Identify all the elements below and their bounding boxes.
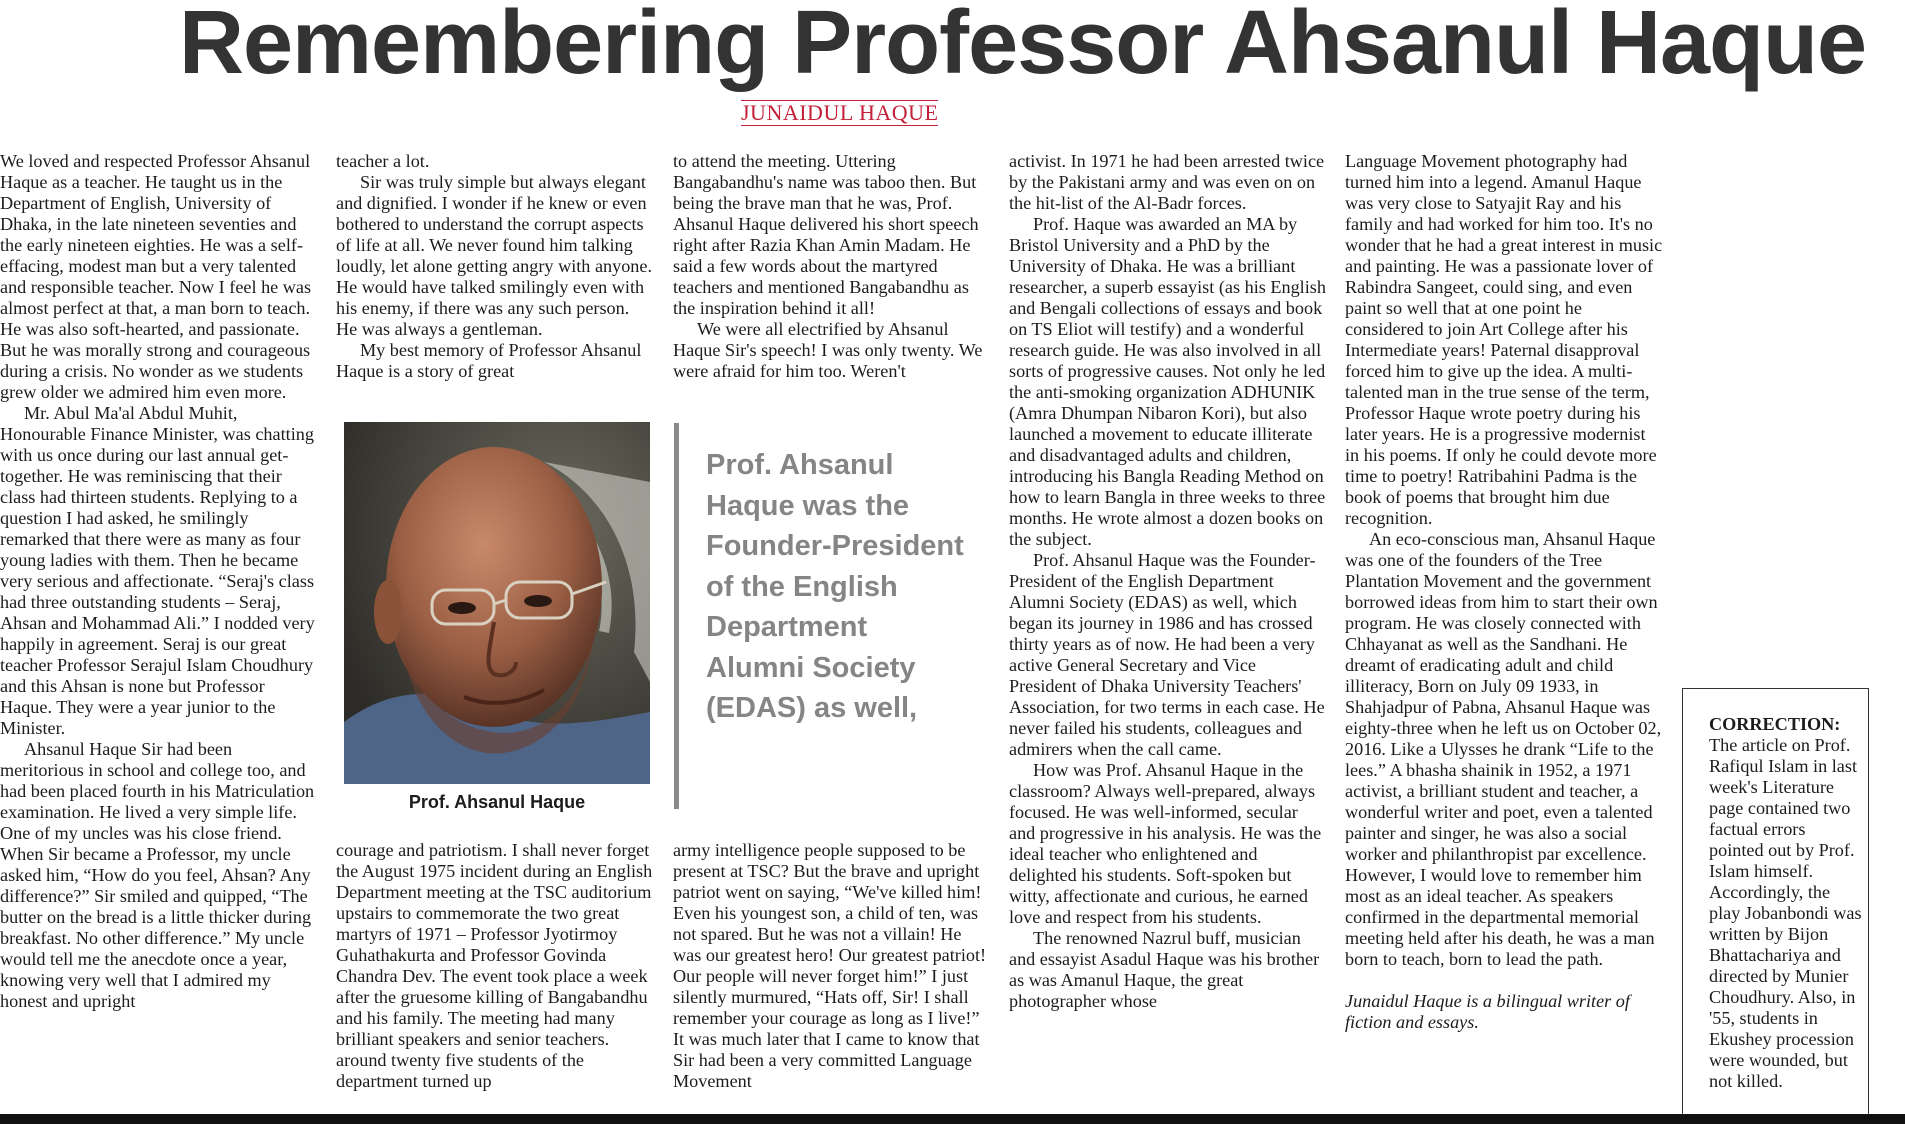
page-bottom-rule: [0, 1114, 1905, 1124]
portrait-image: [344, 422, 650, 784]
paragraph: How was Prof. Ahsanul Haque in the classroom? Always well-prepared, always focused. He was well-informed, secular and progressive in his analysis. He was the ideal teacher who enlightened and delighted his students. Soft-spoken but witty, affectionate and curious, he earned love and respect from his students.: [1009, 760, 1322, 927]
paragraph: Sir was truly simple but always elegant and dignified. I wonder if he knew or even bothered to understand the corrupt aspects of life at all. We never found him talking loudly, let alone getting angry with anyone. He would have talked smilingly even with his enemy, if there was any such person. He was always a gentleman.: [336, 172, 653, 339]
column-3-bottom: [673, 840, 991, 1092]
correction-title: CORRECTION:: [1709, 714, 1841, 734]
correction-box: [1682, 688, 1869, 1118]
paragraph: to attend the meeting. Uttering Bangabandhu's name was taboo then. But being the brave man that he was, Prof. Ahsanul Haque delivered his short speech right after Razia Khan Amin Madam. He said a few words about the martyred teachers and mentioned Bangabandhu as the inspiration behind it all!: [673, 151, 979, 318]
column-5: [1345, 151, 1663, 1033]
paragraph: We were all electrified by Ahsanul Haque Sir's speech! I was only twenty. We were afraid for him too. Weren't: [673, 319, 983, 381]
paragraph: My best memory of Professor Ahsanul Haque is a story of great: [336, 340, 642, 381]
column-3-top: [673, 151, 991, 382]
column-1: [0, 151, 318, 1012]
column-2-bottom: [336, 840, 654, 1092]
paragraph: army intelligence people supposed to be present at TSC? But the brave and upright patriot went on saying, “We've killed him! Even his youngest son, a child of ten, was not spared. But he was not a villain! He was our greatest hero! Our greatest patriot! Our people will never forget him!” I just silently murmured, “Hats off, Sir! I shall remember your courage as long as I live!” It was much later that I came to know that Sir had been a very committed Language Movement: [673, 840, 987, 1091]
spacer: [1345, 970, 1663, 991]
author-photo: [344, 422, 650, 784]
byline: JUNAIDUL HAQUE: [741, 100, 939, 125]
paragraph: activist. In 1971 he had been arrested twice by the Pakistani army and was even on on the hit-list of the Al-Badr forces.: [1009, 151, 1325, 213]
paragraph: The renowned Nazrul buff, musician and essayist Asadul Haque was his brother as was Amanul Haque, the great photographer whose: [1009, 928, 1320, 1011]
column-2-top: [336, 151, 654, 382]
headline: Remembering Professor Ahsanul Haque: [178, 0, 1867, 93]
pull-quote-text: Prof. Ahsanul Haque was the Founder-President of the English Department Alumni Society (EDAS) as well,: [706, 449, 964, 724]
paragraph: Language Movement photography had turned him into a legend. Amanul Haque was very close to Satyajit Ray and his family and had worked for him too. It's no wonder that he had a great interest in music and painting. He was a passionate lover of Rabindra Sangeet, could sing, and even paint so well that at one point he considered to join Art College after his Intermediate years! Paternal disapproval forced him to give up the idea. A multi-talented man in the true sense of the term, Professor Haque wrote poetry during his later years. He is a progressive modernist in his poems. If only he could devote more time to poetry! Ratribahini Padma is the book of poems that brought him due recognition.: [1345, 151, 1663, 528]
paragraph: teacher a lot.: [336, 151, 430, 171]
column-4: [1009, 151, 1327, 1012]
paragraph: Mr. Abul Ma'al Abdul Muhit, Honourable Finance Minister, was chatting with us once during our last annual get-together. He was reminiscing that their class had thirteen students. Replying to a question I had asked, he smilingly remarked that there were as many as four young ladies with them. Then he became very serious and affectionate. “Seraj's class had three outstanding students – Seraj, Ahsan and Mohammad Ali.” I nodded very happily in agreement. Seraj is our great teacher Professor Serajul Islam Choudhury and this Ahsan is none but Professor Haque. They were a year junior to the Minister.: [0, 403, 315, 738]
pull-quote: [674, 423, 964, 809]
correction-text: The article on Prof. Rafiqul Islam in last week's Literature page contained two factual errors pointed out by Prof. Islam himself. Accordingly, the play Jobanbondi was written by Bijon Bhattachariya and directed by Munier Choudhury. Also, in '55, students in Ekushey procession were wounded, but not killed.: [1709, 735, 1862, 1091]
paragraph: Prof. Haque was awarded an MA by Bristol University and a PhD by the University of Dhaka. He was a brilliant researcher, a superb essayist (as his English and Bengali collections of essays and book on TS Eliot will testify) and a wonderful research guide. He was also involved in all sorts of progressive causes. Not only he led the anti-smoking organization ADHUNIK (Amra Dhumpan Nibaron Kori), but also launched a movement to educate illiterate and disadvantaged adults and children, introducing his Bangla Reading Method on how to learn Bangla in three weeks to three months. He wrote almost a dozen books on the subject.: [1009, 214, 1326, 549]
paragraph: We loved and respected Professor Ahsanul Haque as a teacher. He taught us in the Department of English, University of Dhaka, in the late nineteen seventies and the early nineteen eighties. He was a self-effacing, modest man but a very talented and responsible teacher. Now I feel he was almost perfect at that, a man born to teach. He was also soft-hearted, and passionate. But he was morally strong and courageous during a crisis. No wonder as we students grew older we admired him even more.: [0, 151, 312, 402]
photo-caption: Prof. Ahsanul Haque: [408, 792, 586, 812]
paragraph: courage and patriotism. I shall never forget the August 1975 incident during an English Department meeting at the TSC auditorium upstairs to commemorate the two great martyrs of 1971 – Professor Jyotirmoy Guhathakurta and Professor Govinda Chandra Dev. The event took place a week after the gruesome killing of Bangabandhu and his family. The meeting had many brilliant speakers and senior teachers. around twenty five students of the department turned up: [336, 840, 653, 1091]
paragraph: Prof. Ahsanul Haque was the Founder-President of the English Department Alumni Society (EDAS) as well, which began its journey in 1986 and has crossed thirty years as of now. He had been a very active General Secretary and Vice President of Dhaka University Teachers' Association, for two terms in each case. He never failed his students, colleagues and admirers when the call came.: [1009, 550, 1325, 759]
paragraph: Ahsanul Haque Sir had been meritorious in school and college too, and had been placed fourth in his Matriculation examination. He lived a very simple life. One of my uncles was his close friend. When Sir became a Professor, my uncle asked him, “How do you feel, Ahsan? Any difference?” Sir smiled and quipped, “The butter on the bread is a little thicker during breakfast. No other difference.” My uncle would tell me the anecdote once a year, knowing very well that I admired my honest and upright: [0, 739, 315, 1011]
paragraph: An eco-conscious man, Ahsanul Haque was one of the founders of the Tree Plantation Movement and the government borrowed ideas from him to start their own program. He was closely connected with Chhayanat as well as the Sandhani. He dreamt of eradicating adult and child illiteracy, Born on July 09 1933, in Shahjadpur of Pabna, Ahsanul Haque was eighty-three when he left us on October 02, 2016. Like a Ulysses he drank “Life to the lees.” A bhasha shainik in 1952, a 1971 activist, a brilliant student and teacher, a wonderful writer and poet, even a talented painter and singer, he was also a social worker and philanthropist par excellence. However, I would love to remember him most as an ideal teacher. As speakers confirmed in the departmental memorial meeting held after his death, he was a man born to teach, born to lead the path.: [1345, 529, 1662, 969]
author-note: Junaidul Haque is a bilingual writer of fiction and essays.: [1345, 991, 1630, 1032]
